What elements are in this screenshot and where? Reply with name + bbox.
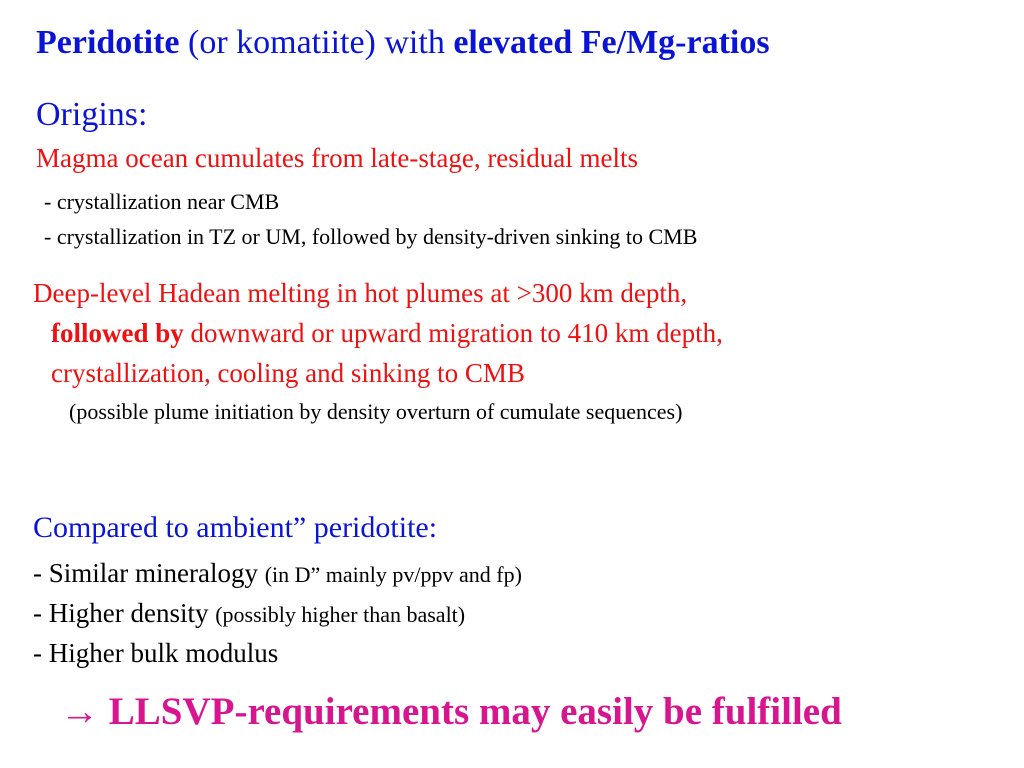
conclusion-line: → LLSVP-requirements may easily be fulfilled <box>60 690 842 733</box>
magma-ocean-line: Magma ocean cumulates from late-stage, residual melts <box>36 143 639 173</box>
title-bold-ratios: elevated Fe/Mg-ratios <box>453 24 770 61</box>
deep-migration-line <box>51 318 723 349</box>
deep-crystallization-line: crystallization, cooling and sinking to CMB <box>51 358 525 388</box>
migration-text: downward or upward migration to 410 km depth, <box>183 318 723 348</box>
property-main: - Similar mineralogy <box>33 558 265 588</box>
origins-heading: Origins: <box>36 96 148 133</box>
followed-by-bold: followed by <box>51 318 184 348</box>
property-main: - Higher bulk modulus <box>33 638 279 668</box>
slide-title <box>36 24 770 62</box>
comparison-heading: Compared to ambient” peridotite: <box>33 511 438 544</box>
title-bold-peridotite: Peridotite <box>36 24 180 61</box>
origin-item-cmb: - crystallization near CMB <box>44 189 280 214</box>
property-main: - Higher density <box>33 598 216 628</box>
property-bulk-modulus <box>33 638 278 669</box>
plume-initiation-note: (possible plume initiation by density overturn of cumulate sequences) <box>69 399 683 424</box>
deep-melting-line: Deep-level Hadean melting in hot plumes at >300 km depth, <box>33 278 688 308</box>
origin-item-tz-um: - crystallization in TZ or UM, followed by density-driven sinking to CMB <box>44 224 698 249</box>
property-mineralogy <box>33 558 522 589</box>
property-note: (in D” mainly pv/ppv and fp) <box>264 562 522 587</box>
property-density <box>33 598 465 629</box>
property-note: (possibly higher than basalt) <box>215 602 466 627</box>
title-middle: (or komatiite) with <box>179 24 454 61</box>
